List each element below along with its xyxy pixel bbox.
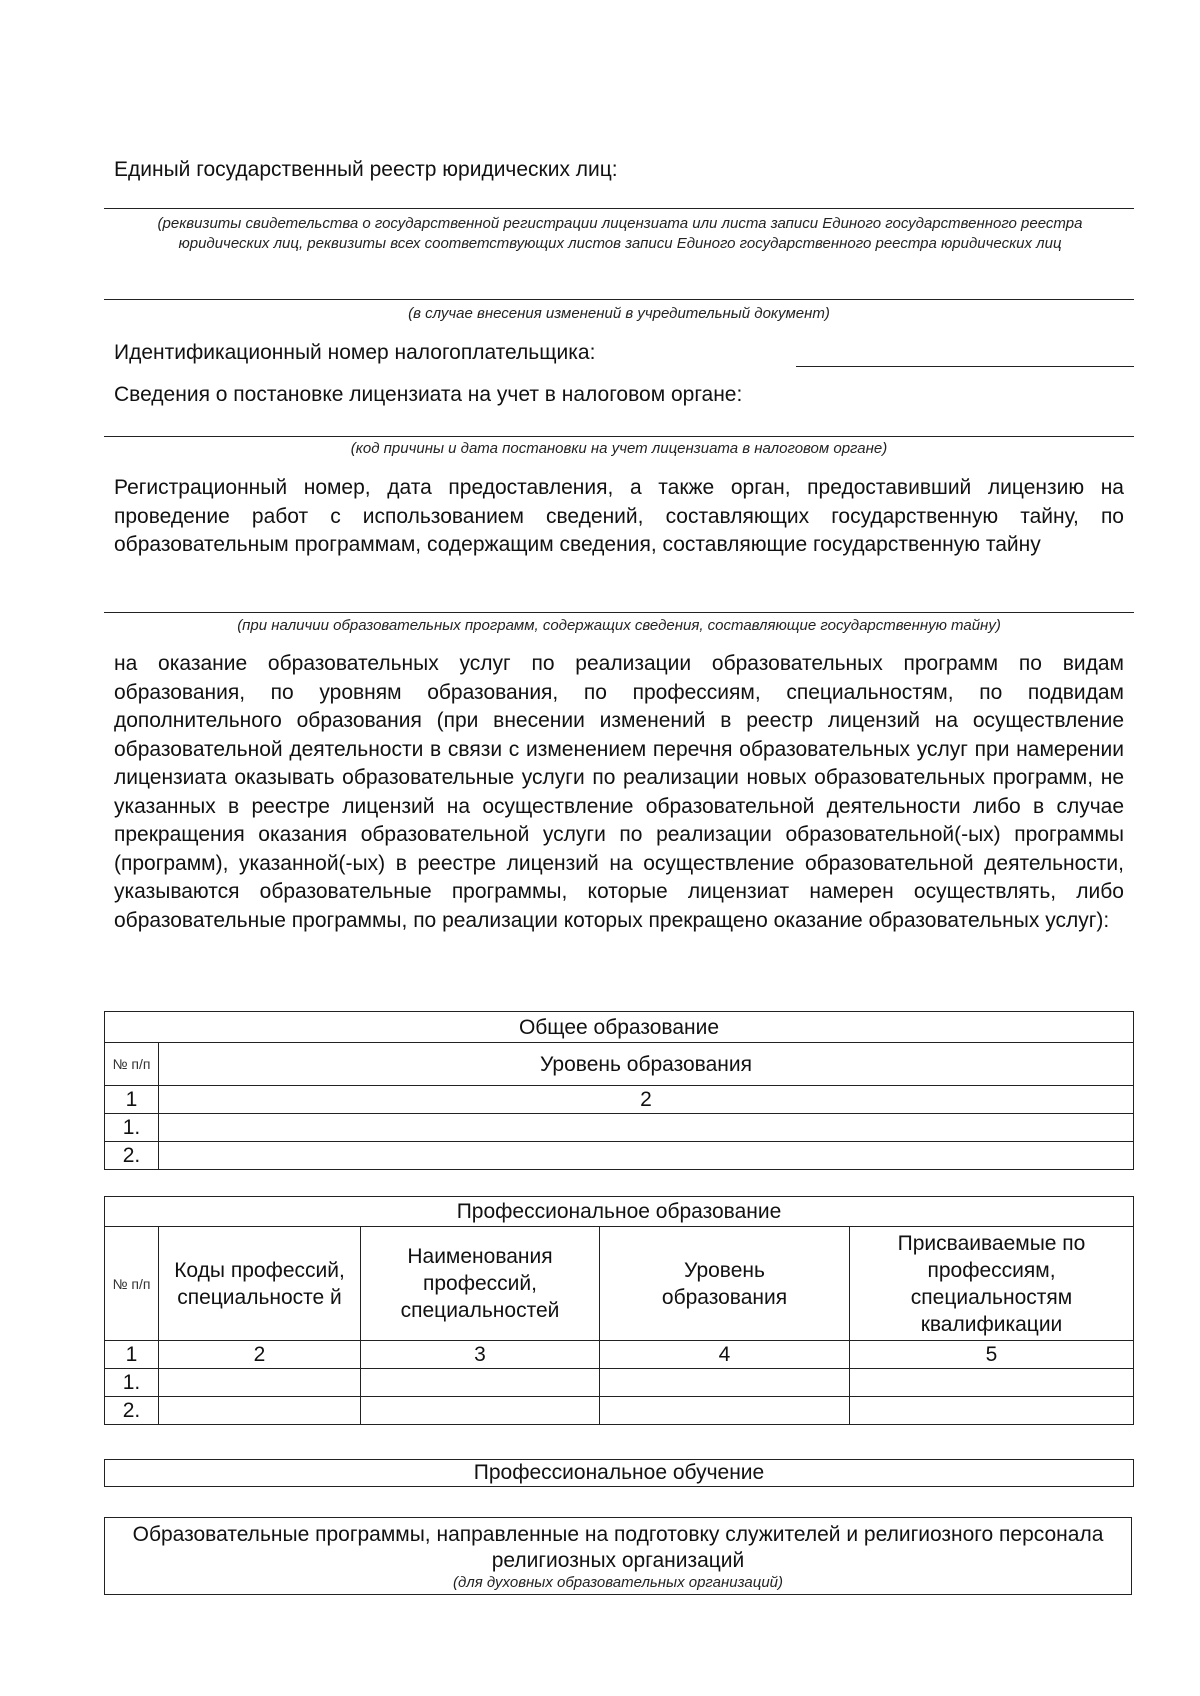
col-level-header: Уровень образования	[600, 1227, 850, 1341]
index-cell: 4	[600, 1341, 850, 1369]
religious-title: Образовательные программы, направленные на подготовку служителей и религиозного персонала религиозных организаций	[132, 1523, 1104, 1572]
col-codes-header: Коды профессий, специальносте й	[159, 1227, 361, 1341]
index-cell: 2	[159, 1086, 1134, 1114]
tax-line	[104, 436, 1134, 437]
changes-line	[104, 299, 1134, 300]
empty-cell[interactable]	[600, 1397, 850, 1425]
col-names-header: Наименования профессий, специальностей	[361, 1227, 600, 1341]
secret-paragraph: Регистрационный номер, дата предоставления, а также орган, предоставивший лицензию на проведение работ с использованием сведений, составляющих государственную тайну, по образовательным программам, содержащим сведения, составляющие государственную тайну	[114, 476, 1124, 556]
egrul-line	[104, 208, 1134, 209]
row-number: 2.	[105, 1142, 159, 1170]
empty-cell[interactable]	[159, 1142, 1134, 1170]
col-num-header: № п/п	[105, 1227, 159, 1341]
empty-cell[interactable]	[361, 1369, 600, 1397]
empty-cell[interactable]	[159, 1114, 1134, 1142]
empty-cell[interactable]	[850, 1369, 1134, 1397]
inn-label: Идентификационный номер налогоплательщика:	[114, 341, 596, 364]
tax-caption: (код причины и дата постановки на учет лицензиата в налоговом органе)	[350, 440, 888, 457]
professional-education-table	[104, 1196, 1134, 1425]
row-number: 1.	[105, 1369, 159, 1397]
table-row	[105, 1142, 1134, 1170]
col-level-header: Уровень образования	[159, 1043, 1134, 1086]
inn-line	[796, 366, 1134, 367]
empty-cell[interactable]	[159, 1369, 361, 1397]
index-cell: 3	[361, 1341, 600, 1369]
index-cell: 1	[105, 1341, 159, 1369]
tax-label: Сведения о постановке лицензиата на учет в налоговом органе:	[114, 383, 743, 406]
prof-training-title: Профессиональное обучение	[473, 1461, 765, 1484]
empty-cell[interactable]	[361, 1397, 600, 1425]
egrul-label: Единый государственный реестр юридических лиц:	[114, 158, 618, 181]
secret-caption: (при наличии образовательных программ, содержащих сведения, составляющие государственную тайну)	[237, 617, 1001, 634]
row-number: 1.	[105, 1114, 159, 1142]
index-cell: 1	[105, 1086, 159, 1114]
secret-line	[104, 612, 1134, 613]
services-paragraph: на оказание образовательных услуг по реализации образовательных программ по видам образования, по уровням образования, по профессиям, специальностям, по подвидам дополнительного образования (при внесении изменений в реестр лицензий на осуществление образовательной деятельности в связи с изменением перечня образовательных услуг при намерении лицензиата оказывать образовательные услуги по реализации новых образовательных программ, не указанных в реестре лицензий на осуществление образовательной деятельности либо в случае прекращения оказания образовательной услуги по реализации образовательной(-ых) программы (программ), указанной(-ых) в реестре лицензий на осуществление образовательной деятельности, указываются образовательные программы, которые лицензиат намерен осуществлять, либо образовательные программы, по реализации которых прекращено оказание образовательных услуг):	[114, 652, 1124, 932]
empty-cell[interactable]	[850, 1397, 1134, 1425]
religious-caption: (для духовных образовательных организаций)	[452, 1574, 784, 1591]
table-row	[105, 1397, 1134, 1425]
row-number: 2.	[105, 1397, 159, 1425]
prof-table-title: Профессиональное образование	[105, 1197, 1134, 1227]
prof-training-box	[104, 1459, 1134, 1487]
empty-cell[interactable]	[159, 1397, 361, 1425]
egrul-caption: (реквизиты свидетельства о государственной регистрации лицензиата или листа записи Единого государственного реестра юридических лиц, реквизиты всех соответствующих листов записи Единого государственного реестра юридических лиц	[157, 215, 1083, 252]
religious-programs-box	[104, 1517, 1132, 1595]
index-cell: 5	[850, 1341, 1134, 1369]
table-row	[105, 1114, 1134, 1142]
changes-caption: (в случае внесения изменений в учредительный документ)	[408, 305, 830, 322]
general-education-table	[104, 1011, 1134, 1170]
col-qualification-header: Присваиваемые по профессиям, специальностям квалификации	[850, 1227, 1134, 1341]
table-row	[105, 1369, 1134, 1397]
empty-cell[interactable]	[600, 1369, 850, 1397]
index-cell: 2	[159, 1341, 361, 1369]
general-table-title: Общее образование	[105, 1012, 1134, 1043]
col-num-header: № п/п	[105, 1043, 159, 1086]
